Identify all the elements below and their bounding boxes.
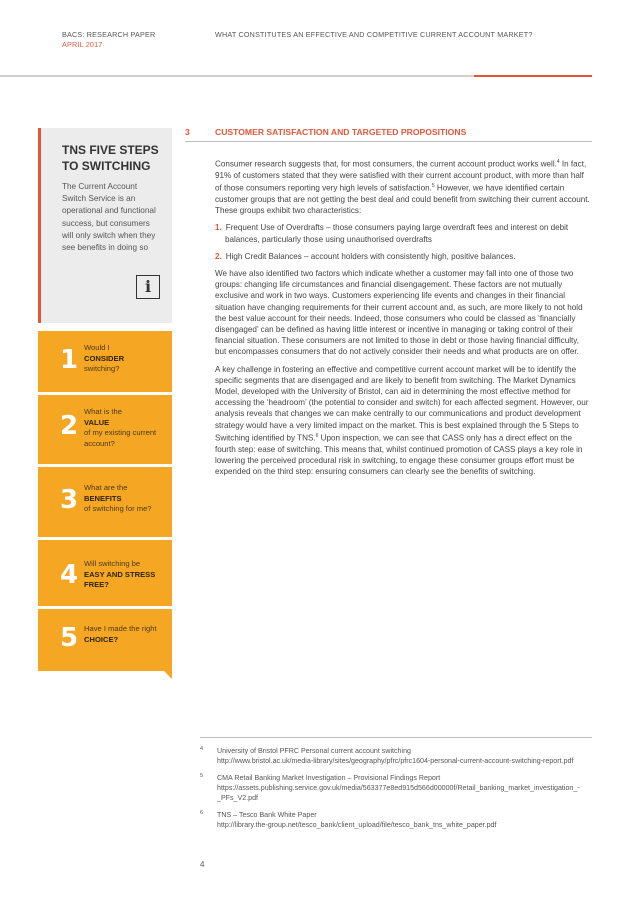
footnote-link[interactable]: http://www.bristol.ac.uk/media-library/sites/geography/pfrc/pfrc1604-personal-current-account-switching-report.pdf: [217, 757, 574, 765]
step-pre: Have I made the right: [84, 624, 157, 633]
step-1: [38, 331, 172, 392]
body-text: [215, 157, 592, 483]
step-4: [38, 540, 172, 606]
footnote-number: 4: [200, 746, 204, 752]
footnote-ref: 4: [556, 159, 560, 165]
step-text: [84, 624, 168, 645]
step-2: [38, 395, 172, 464]
text-run: In fact, 91% of customers stated that they were satisfied with their current account product, with more than half of those consumers reporting very high levels of satisfaction.: [215, 159, 587, 193]
footnote-title: TNS – Tesco Bank White Paper: [217, 811, 317, 819]
header-right-title: WHAT CONSTITUTES AN EFFECTIVE AND COMPETITIVE CURRENT ACCOUNT MARKET?: [215, 30, 533, 39]
step-key: VALUE: [84, 417, 110, 427]
step-pre: Would I: [84, 343, 110, 352]
step-pre: What are the: [84, 483, 128, 492]
step-post: of switching for me?: [84, 504, 152, 514]
report-title: BACS: RESEARCH PAPER: [62, 30, 156, 39]
footnote-ref: 5: [431, 183, 435, 190]
step-number: 2: [60, 411, 79, 441]
step-text: [84, 343, 168, 375]
paragraph-1: [215, 157, 592, 216]
header-rule: [0, 75, 474, 77]
info-icon: i: [136, 275, 160, 299]
footnote: [200, 773, 592, 803]
list-item: [215, 251, 592, 262]
step-3: [38, 467, 172, 537]
footnotes: [200, 746, 592, 837]
page-number: 4: [200, 860, 205, 869]
step-key: CONSIDER: [84, 353, 125, 363]
list-item: [215, 222, 592, 244]
footnote: [200, 746, 592, 766]
step-key: CHOICE?: [84, 634, 119, 644]
footnote-rule: [200, 737, 592, 738]
step-key: BENEFITS: [84, 493, 122, 503]
text-run: A key challenge in fostering an effective and competitive current account market will be to identify the specific segments that are disengaged and are likely to benefit from switching. The Market Dynamics Model, developed with the University of Bristol, can aid in determining the most effective method for accessing the ‘headroom’ (the potential to consider and switch) for each affected segment. However, our analysis reveals that changes we can make centrally to our communications and product development strategy would have a very limited impact on the market. This is best explained through the 5 Steps to Switching identified by TNS.: [215, 364, 589, 443]
step-text: [84, 483, 168, 515]
footnote-title: CMA Retail Banking Market Investigation – Provisional Findings Report: [217, 774, 441, 782]
sidebar-title: TNS FIVE STEPS TO SWITCHING: [62, 143, 159, 173]
text-run: Consumer research suggests that, for most consumers, the current account product works well.: [215, 159, 557, 169]
step-pre: Will switching be: [84, 559, 141, 568]
step-5: [38, 609, 172, 671]
footnote-title: University of Bristol PFRC Personal current account switching: [217, 747, 411, 755]
section-rule: [185, 141, 592, 142]
step-text: [84, 407, 168, 449]
step-text: [84, 559, 168, 591]
footnote: [200, 810, 592, 830]
paragraph-3: [215, 364, 592, 478]
step-number: 3: [60, 485, 79, 515]
sidebar-panel: [38, 128, 172, 323]
step-number: 4: [60, 560, 79, 590]
header-rule-accent: [474, 75, 592, 77]
list-text: High Credit Balances – account holders with consistently high, positive balances.: [225, 251, 516, 261]
sidebar-body: The Current Account Switch Service is an operational and functional success, but consumers will only switch when they see benefits in doing so: [62, 182, 156, 253]
step-number: 5: [60, 623, 79, 653]
footnote-link[interactable]: http://library.the-group.net/tesco_bank/client_upload/file/tesco_bank_tns_white_paper.pdf: [217, 821, 497, 829]
footnote-ref: 6: [315, 432, 319, 439]
step-key: EASY AND STRESS FREE?: [84, 569, 156, 590]
footnote-link[interactable]: https://assets.publishing.service.gov.uk/media/563377e8ed915d566d00000f/Retail_banking_market_investigation_-_PFs_V2.pdf: [217, 784, 580, 802]
text-run: Upon inspection, we can see that CASS only has a direct effect on the fourth step: ease of switching. This means that, whilst continued promotion of CASS plays a key role in lowering the perceived procedural risk in switching, to engage these consumer groups effort must be expended on the third step: ensuring consumers can clearly see the benefits of switching.: [215, 433, 583, 477]
header-left: [62, 30, 155, 49]
step-pre: What is the: [84, 407, 122, 416]
list-text: Frequent Use of Overdrafts – those consumers paying large overdraft fees and interest on debit balances, particularly those using unauthorised overdrafts: [225, 223, 569, 244]
report-date: APRIL 2017: [62, 39, 103, 49]
list-number: 1.: [215, 223, 222, 233]
step-post: switching?: [84, 364, 120, 374]
footnote-number: 6: [200, 810, 204, 816]
step-post: of my existing current account?: [84, 428, 157, 448]
footnote-number: 5: [200, 773, 204, 779]
text-run: However, we have identified certain customer groups that are not getting the best deal and could benefit from switching their current account. These groups exhibit two characteristics:: [215, 183, 590, 216]
list-number: 2.: [215, 251, 222, 261]
section-title: CUSTOMER SATISFACTION AND TARGETED PROPOSITIONS: [215, 127, 467, 137]
step-number: 1: [60, 345, 79, 375]
section-number: 3: [185, 127, 190, 137]
paragraph-2: We have also identified two factors which indicate whether a customer may fall into one of those two groups: changing life circumstances and financial disengagement. These factors are not mutually exclusive and work in two ways. Customers experiencing life events and changes in their financial situation have changing requirements for their current account and, as such, are more likely to not hold the best value account for their needs. Indeed, those consumers who could be classed as ‘financially disengaged’ can be defined as having little interest or incentive in managing or taking control of their financial situation. These consumers are not limited to those in debt or those having financial difficulty, but encompasses consumers that do not actively consider their needs and what products are on offer.: [215, 269, 583, 357]
